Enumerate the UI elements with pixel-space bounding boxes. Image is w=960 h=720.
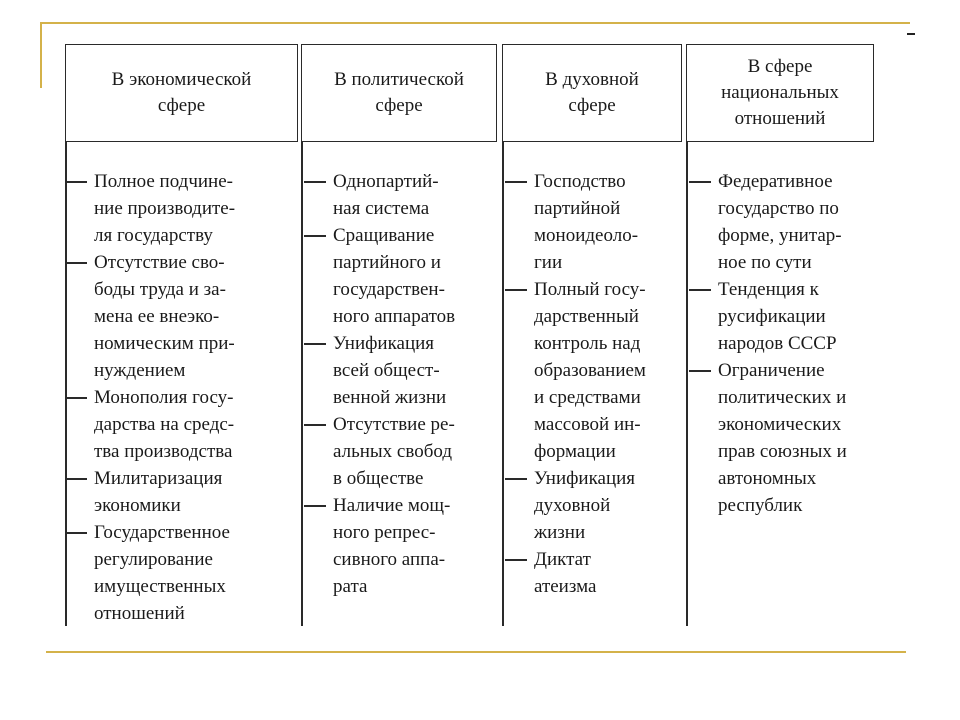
column-political [301,44,497,626]
list-item: Федеративное государство по форме, унитар- ное по сути [718,168,878,276]
list-item: Унификация духовной жизни [534,465,684,546]
list-item: Диктат атеизма [534,546,684,600]
list-item: Тенденция к русификации народов СССР [718,276,878,357]
column-header-economic: В экономической сфере [65,44,298,142]
totalitarianism-features-diagram [62,44,908,626]
list-item: Монополия госу- дарства на средс- тва производства [94,384,294,465]
list-item: Милитаризация экономики [94,465,294,519]
list-item: Отсутствие сво- боды труда и за- мена ее внеэко- номическим при- нуждением [94,249,294,384]
list-item: Господство партийной моноидеоло- гии [534,168,684,276]
column-spiritual [502,44,682,626]
column-national [686,44,876,626]
list-item: Полный госу- дарственный контроль над образованием и средствами массовой ин- формации [534,276,684,465]
column-header-national: В сфере национальных отношений [686,44,874,142]
slide-bottom-rule [46,651,906,653]
column-header-political: В политической сфере [301,44,497,142]
list-item: Ограничение политических и экономических прав союзных и автономных республик [718,357,878,519]
list-item: Наличие мощ- ного репрес- сивного аппа- рата [333,492,501,600]
item-list-national [718,168,878,519]
item-list-spiritual [534,168,684,600]
corner-dash [907,33,915,35]
list-item: Сращивание партийного и государствен- ного аппаратов [333,222,501,330]
item-list-economic [94,168,294,627]
column-header-spiritual: В духовной сфере [502,44,682,142]
list-item: Отсутствие ре- альных свобод в обществе [333,411,501,492]
slide-left-rule [40,22,42,88]
item-list-political [333,168,501,600]
list-item: Государственное регулирование имущественных отношений [94,519,294,627]
list-item: Унификация всей общест- венной жизни [333,330,501,411]
list-item: Полное подчине- ние производите- ля государству [94,168,294,249]
column-economic [62,44,298,626]
list-item: Однопартий- ная система [333,168,501,222]
slide-top-rule [40,22,910,24]
